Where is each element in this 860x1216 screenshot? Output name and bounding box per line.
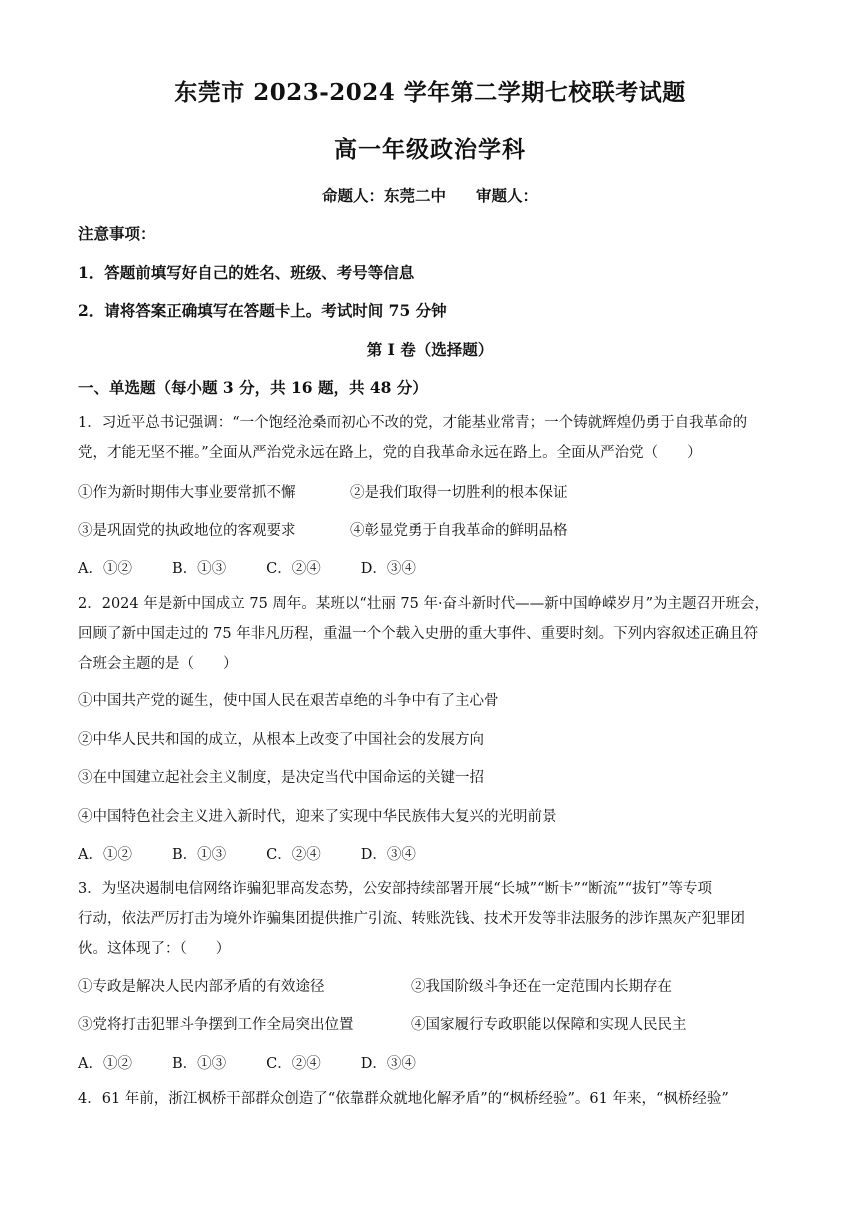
question-3-statement: ①专政是解决人民内部矛盾的有效途径: [78, 979, 325, 995]
question-4-stem: [78, 1090, 729, 1109]
question-3-statement: ③党将打击犯罪斗争摆到工作全局突出位置: [78, 1017, 354, 1033]
choice-d: D．③④: [360, 847, 416, 863]
reviewer-label: 审题人：: [476, 186, 539, 205]
question-2-stem-line: 2．2024 年是新中国成立 75 周年。某班以“壮丽 75 年·奋斗新时代——新中国峥嵘岁月”为主题召开班会，: [78, 596, 770, 612]
question-1-statement: ④彰显党勇于自我革命的鲜明品格: [350, 523, 568, 539]
choice-d: D．③④: [360, 561, 416, 577]
notice-heading: 注意事项：: [78, 224, 156, 243]
volume-title: 第 I 卷（选择题）: [366, 340, 494, 359]
notice-item-2: 2．请将答案正确填写在答题卡上。考试时间 75 分钟: [78, 301, 447, 320]
question-1-statement: ①作为新时期伟大事业要常抓不懈: [78, 485, 296, 501]
choice-c: C．②④: [266, 561, 321, 577]
question-3-stem-line: 3．为坚决遏制电信网络诈骗犯罪高发态势，公安部持续部署开展“长城”“断卡”“断流”“拔钉”等专项: [78, 881, 713, 897]
exam-subtitle: 高一年级政治学科: [334, 136, 526, 163]
question-4-stem-line: 4．61 年前，浙江枫桥干部群众创造了“依靠群众就地化解矛盾”的“枫桥经验”。61 年来，“枫桥经验”: [78, 1091, 729, 1107]
question-3-stem: [78, 880, 745, 959]
question-1-stem: [78, 414, 747, 463]
question-1-stem-line: 党，才能无坚不摧。”全面从严治党永远在路上，党的自我革命永远在路上。全面从严治党（ ）: [78, 445, 702, 461]
choice-a: A．①②: [78, 847, 132, 863]
question-1-stem-line: 1．习近平总书记强调：“一个饱经沧桑而初心不改的党，才能基业常青；一个铸就辉煌仍勇于自我革命的: [78, 415, 748, 431]
exam-title: 东莞市 2023-2024 学年第二学期七校联考试题: [174, 79, 686, 106]
choice-b: B．①③: [171, 561, 227, 577]
question-2-stem: [78, 595, 769, 674]
question-3-statement: ④国家履行专政职能以保障和实现人民民主: [411, 1017, 687, 1033]
choice-b: B．①③: [171, 1056, 227, 1072]
choice-c: C．②④: [266, 847, 321, 863]
question-3-statement: ②我国阶级斗争还在一定范围内长期存在: [411, 979, 672, 995]
author-line: [0, 184, 860, 206]
question-2-statement: ①中国共产党的诞生，使中国人民在艰苦卓绝的斗争中有了主心骨: [78, 693, 499, 709]
question-2-statement: ③在中国建立起社会主义制度，是决定当代中国命运的关键一招: [78, 770, 484, 786]
question-2-statement: ②中华人民共和国的成立，从根本上改变了中国社会的发展方向: [78, 732, 484, 748]
choice-a: A．①②: [78, 1056, 132, 1072]
notice-item-1: 1．答题前填写好自己的姓名、班级、考号等信息: [78, 263, 415, 282]
question-1-statement: ③是巩固党的执政地位的客观要求: [78, 523, 296, 539]
question-2-stem-line: 回顾了新中国走过的 75 年非凡历程，重温一个个载入史册的重大事件、重要时刻。下列内容叙述正确且符: [78, 626, 759, 642]
question-3-choices: [78, 1052, 416, 1073]
question-2-choices: [78, 843, 416, 864]
question-2-statement: ④中国特色社会主义进入新时代，迎来了实现中华民族伟大复兴的光明前景: [78, 809, 557, 825]
question-3-stem-line: 伙。这体现了：（ ）: [78, 941, 231, 957]
choice-a: A．①②: [78, 561, 132, 577]
author-label: 命题人：东莞二中: [321, 186, 446, 205]
choice-c: C．②④: [266, 1056, 321, 1072]
part-title: 一、单选题（每小题 3 分，共 16 题，共 48 分）: [78, 378, 428, 397]
choice-d: D．③④: [360, 1056, 416, 1072]
question-2-stem-line: 合班会主题的是（ ）: [78, 656, 238, 672]
choice-b: B．①③: [171, 847, 227, 863]
question-3-stem-line: 行动，依法严厉打击为境外诈骗集团提供推广引流、转账洗钱、技术开发等非法服务的涉诈黑灰产犯罪团: [78, 911, 745, 927]
question-1-choices: [78, 557, 416, 578]
question-1-statement: ②是我们取得一切胜利的根本保证: [350, 485, 568, 501]
